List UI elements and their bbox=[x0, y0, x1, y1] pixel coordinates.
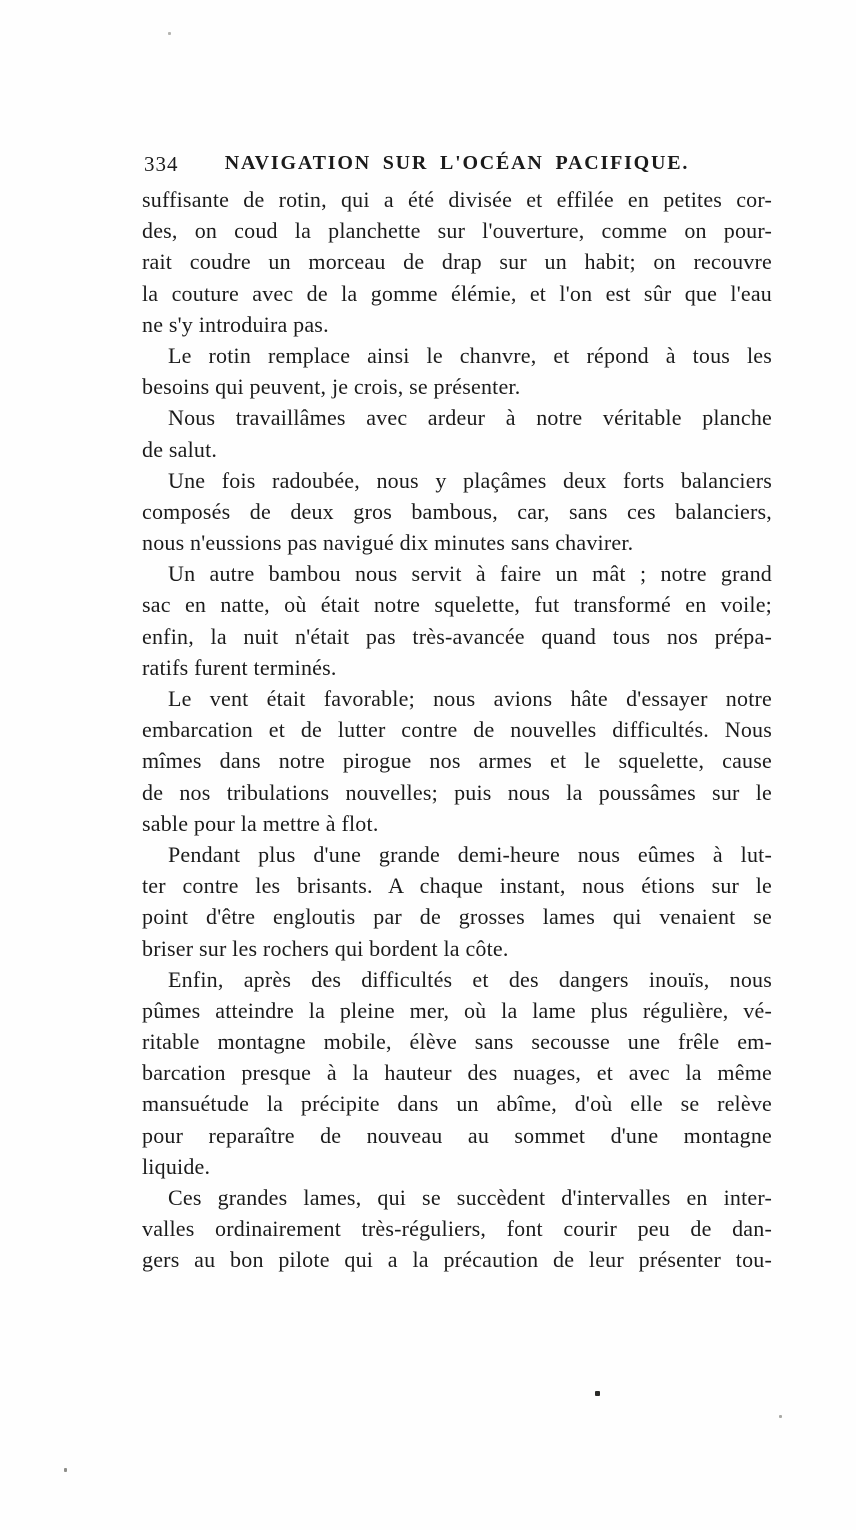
text-line: Nous travaillâmes avec ardeur à notre véritable planche bbox=[168, 405, 772, 431]
text-line: pûmes atteindre la pleine mer, où la lame plus régulière, vé- bbox=[142, 997, 772, 1023]
text-line: composés de deux gros bambous, car, sans ces balanciers, bbox=[142, 498, 772, 524]
text-line: de salut. bbox=[142, 436, 218, 462]
scan-speck bbox=[779, 1415, 782, 1418]
text-line: suffisante de rotin, qui a été divisée et effilée en petites cor- bbox=[142, 187, 772, 212]
text-line: point d'être engloutis par de grosses lames qui venaient se bbox=[142, 904, 772, 930]
text-line: besoins qui peuvent, je crois, se présenter. bbox=[142, 374, 521, 400]
text-line: ter contre les brisants. A chaque instant, nous étions sur le bbox=[142, 873, 772, 899]
text-line: ne s'y introduira pas. bbox=[142, 311, 329, 337]
scan-speck bbox=[64, 1468, 67, 1472]
text-line: de nos tribulations nouvelles; puis nous la poussâmes sur le bbox=[142, 779, 772, 805]
running-head bbox=[142, 150, 772, 178]
scan-speck bbox=[168, 32, 171, 35]
text-line: Enfin, après des difficultés et des dangers inouïs, nous bbox=[168, 966, 772, 992]
text-line: pour reparaître de nouveau au sommet d'une montagne bbox=[142, 1122, 772, 1148]
text-line: ratifs furent terminés. bbox=[142, 654, 337, 680]
text-line: briser sur les rochers qui bordent la côte. bbox=[142, 935, 509, 961]
text-line: des, on coud la planchette sur l'ouverture, comme on pour- bbox=[142, 218, 772, 244]
text-line: liquide. bbox=[142, 1153, 211, 1179]
text-line: Un autre bambou nous servit à faire un mât ; notre grand bbox=[168, 561, 772, 587]
text-line: nous n'eussions pas navigué dix minutes sans chavirer. bbox=[142, 530, 634, 556]
text-line: Le rotin remplace ainsi le chanvre, et répond à tous les bbox=[168, 342, 772, 368]
text-line: ritable montagne mobile, élève sans secousse une frêle em- bbox=[142, 1029, 772, 1055]
text-body bbox=[142, 184, 772, 1276]
running-title: NAVIGATION SUR L'OCÉAN PACIFIQUE. bbox=[224, 152, 690, 174]
text-line: la couture avec de la gomme élémie, et l'on est sûr que l'eau bbox=[142, 280, 772, 306]
text-line: enfin, la nuit n'était pas très-avancée quand tous nos prépa- bbox=[142, 623, 772, 649]
scan-speck bbox=[595, 1391, 600, 1396]
text-line: mansuétude la précipite dans un abîme, d'où elle se relève bbox=[142, 1091, 772, 1117]
text-line: Pendant plus d'une grande demi-heure nous eûmes à lut- bbox=[168, 841, 772, 867]
text-line: sable pour la mettre à flot. bbox=[142, 810, 379, 836]
text-line: barcation presque à la hauteur des nuages, et avec la même bbox=[142, 1060, 772, 1086]
text-line: rait coudre un morceau de drap sur un habit; on recouvre bbox=[142, 249, 772, 275]
text-line: gers au bon pilote qui a la précaution de leur présenter tou- bbox=[142, 1247, 772, 1273]
text-line: mîmes dans notre pirogue nos armes et le squelette, cause bbox=[142, 748, 772, 774]
text-line: embarcation et de lutter contre de nouvelles difficultés. Nous bbox=[142, 717, 772, 743]
text-line: valles ordinairement très-réguliers, font courir peu de dan- bbox=[142, 1216, 772, 1242]
text-line: Le vent était favorable; nous avions hâte d'essayer notre bbox=[168, 686, 772, 711]
page-number: 334 bbox=[144, 152, 179, 176]
text-line: Une fois radoubée, nous y plaçâmes deux forts balanciers bbox=[168, 467, 772, 493]
text-line: Ces grandes lames, qui se succèdent d'intervalles en inter- bbox=[168, 1185, 772, 1210]
text-line: sac en natte, où était notre squelette, fut transformé en voile; bbox=[142, 592, 772, 618]
